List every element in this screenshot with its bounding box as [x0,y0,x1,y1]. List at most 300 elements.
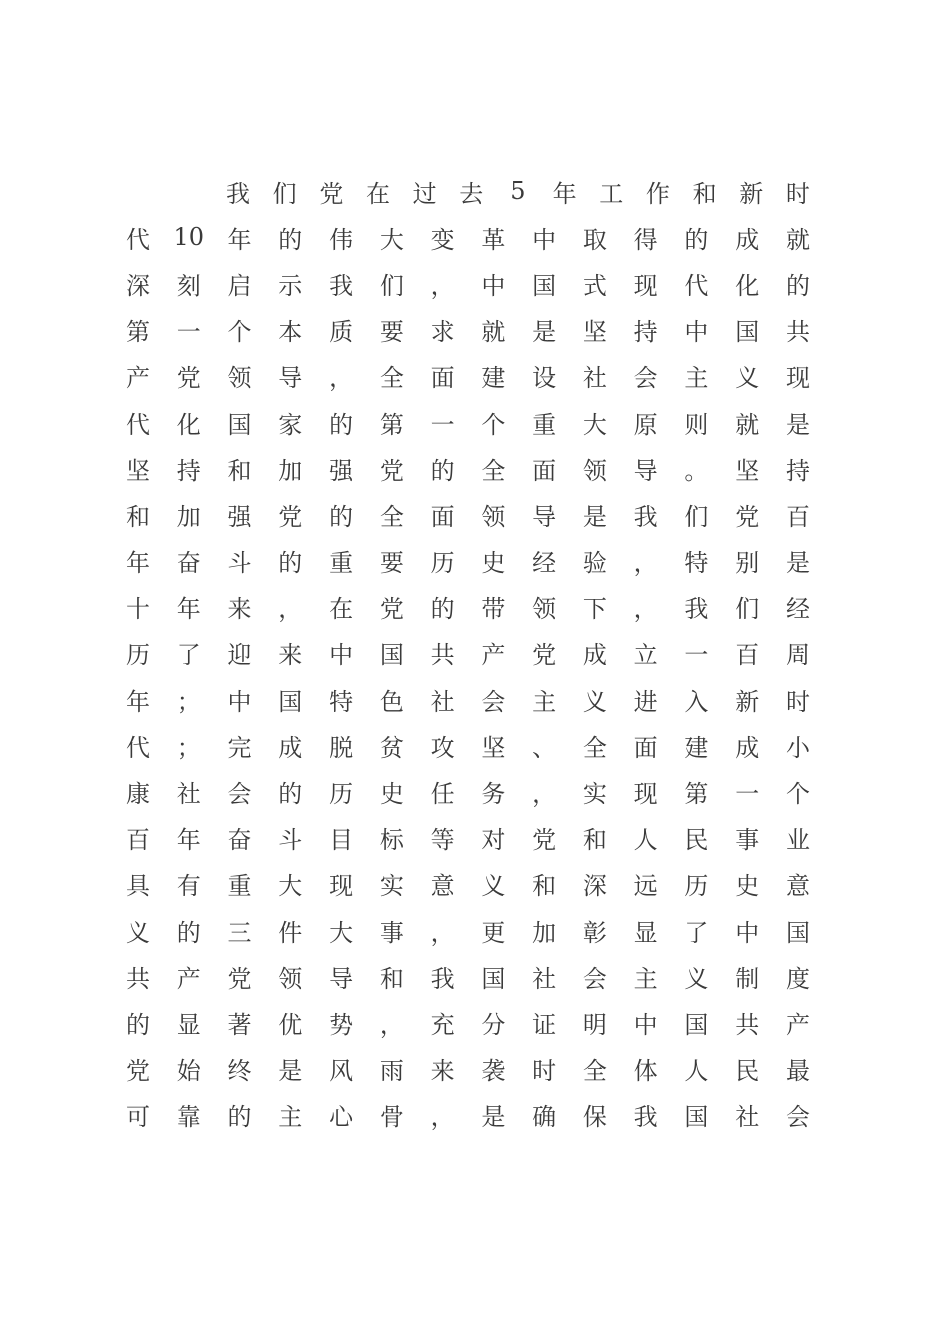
text-char: 主 [684,364,709,393]
text-char: 成 [582,641,607,670]
text-char: 的 [176,918,201,947]
text-char: 革 [481,225,506,254]
text-line [116,1046,820,1092]
text-char: 现 [633,271,658,300]
text-char: 全 [481,456,506,485]
text-char: 会 [481,687,506,716]
text-char: 历 [126,641,150,670]
text-char: 意 [785,872,810,901]
text-char: 加 [532,918,557,947]
text-char: 十 [126,595,150,624]
text-char: 坚 [735,456,760,485]
text-char: 是 [785,549,810,578]
text-char: 10 [173,223,205,252]
text-char: 时 [532,1057,557,1086]
text-char: 靠 [176,1103,201,1132]
text-char: ； [176,733,201,762]
text-char: 产 [785,1010,810,1039]
text-char: ， [329,364,354,393]
text-char: 的 [278,225,303,254]
text-char: 成 [735,225,760,254]
text-char: 面 [430,364,455,393]
body-paragraph [116,168,820,1138]
text-char: 的 [126,1010,150,1039]
text-char: 的 [329,502,354,531]
text-char: 产 [126,364,150,393]
text-char: 实 [582,780,607,809]
text-char: 业 [785,826,810,855]
text-char: 原 [633,410,658,439]
text-char: 导 [329,964,354,993]
text-char: 面 [532,456,557,485]
text-char: 是 [481,1103,506,1132]
text-char: 主 [633,964,658,993]
text-line [116,307,820,353]
text-char: 奋 [176,549,201,578]
text-char: 制 [735,964,760,993]
text-char: 等 [430,826,455,855]
text-char: 义 [735,364,760,393]
text-char: 史 [481,549,506,578]
text-char: 事 [379,918,404,947]
text-char: 党 [319,179,344,208]
text-char: 。 [684,456,709,485]
text-char: 就 [481,318,506,347]
text-char: 工 [599,179,624,208]
text-char: 们 [684,502,709,531]
text-char: 体 [633,1057,658,1086]
text-char: 家 [278,410,303,439]
text-char: 攻 [430,733,455,762]
text-char: 要 [379,549,404,578]
text-char: 全 [379,364,404,393]
text-char: 著 [227,1010,252,1039]
text-char: 社 [735,1103,760,1132]
text-char: 共 [785,318,810,347]
text-char: 我 [430,964,455,993]
text-char: 主 [278,1103,303,1132]
text-char: 全 [582,1057,607,1086]
text-char: 的 [329,410,354,439]
text-char: 百 [785,502,810,531]
text-char: 社 [176,780,201,809]
text-char: 目 [329,826,354,855]
text-char: 过 [412,179,437,208]
text-char: 领 [227,364,252,393]
text-char: 重 [329,549,354,578]
text-char: 更 [481,918,506,947]
text-char: 伟 [329,225,354,254]
text-char: 党 [379,456,404,485]
text-char: 贫 [379,733,404,762]
text-char: ， [430,1103,455,1132]
text-char: 年 [176,826,201,855]
text-line [116,676,820,722]
text-char: ， [633,595,658,624]
text-char: 示 [278,271,303,300]
text-char: ， [430,918,455,947]
text-char: 下 [582,595,607,624]
text-char: 人 [633,826,658,855]
text-char: 百 [735,641,760,670]
text-char: 刻 [176,271,201,300]
text-char: 成 [278,733,303,762]
text-char: 风 [329,1057,354,1086]
text-char: 化 [735,271,760,300]
text-char: 领 [278,964,303,993]
text-char: 心 [329,1103,354,1132]
text-char: 周 [785,641,810,670]
text-line [116,630,820,676]
text-char: 国 [278,687,303,716]
text-char: 领 [582,456,607,485]
text-char: 取 [582,225,607,254]
text-char: 会 [227,780,252,809]
text-char: 会 [785,1103,810,1132]
text-line [116,953,820,999]
text-char: 建 [684,733,709,762]
text-line [116,445,820,491]
text-char: 史 [735,872,760,901]
text-char: 启 [227,271,252,300]
text-char: 则 [684,410,709,439]
text-char: 我 [633,502,658,531]
text-char: 面 [430,502,455,531]
text-char: 深 [126,271,150,300]
text-char: 加 [176,502,201,531]
text-char: 持 [785,456,810,485]
text-char: 共 [430,641,455,670]
text-char: 坚 [582,318,607,347]
text-char: 们 [735,595,760,624]
text-char: 中 [227,687,252,716]
text-line [116,538,820,584]
text-char: 最 [785,1057,810,1086]
text-char: 国 [532,271,557,300]
text-char: 大 [379,225,404,254]
text-line [116,168,820,214]
text-char: 证 [532,1010,557,1039]
text-char: 我 [226,179,250,208]
text-char: 式 [582,271,607,300]
text-char: 现 [785,364,810,393]
text-char: 强 [329,456,354,485]
text-char: 经 [532,549,557,578]
text-char: 件 [278,918,303,947]
text-char: 第 [126,318,150,347]
text-char: 年 [126,687,150,716]
text-char: 标 [379,826,404,855]
text-char: 任 [430,780,455,809]
text-char: 历 [329,780,354,809]
text-char: 彰 [582,918,607,947]
text-char: 们 [272,179,297,208]
text-char: 和 [379,964,404,993]
text-char: 是 [785,410,810,439]
text-char: 的 [684,225,709,254]
text-char: 现 [329,872,354,901]
text-char: 大 [278,872,303,901]
text-char: 事 [735,826,760,855]
text-char: 确 [532,1103,557,1132]
text-char: 和 [532,872,557,901]
text-char: 国 [735,318,760,347]
text-char: 求 [430,318,455,347]
text-char: 义 [684,964,709,993]
text-char: 的 [278,549,303,578]
text-char: 了 [684,918,709,947]
text-char: 是 [532,318,557,347]
text-char: 现 [633,780,658,809]
text-char: 的 [430,456,455,485]
text-char: 年 [176,595,201,624]
text-char: 斗 [227,549,252,578]
text-char: 务 [481,780,506,809]
text-char: 党 [176,364,201,393]
text-char: 了 [176,641,201,670]
text-char: 化 [176,410,201,439]
text-char: 来 [430,1057,455,1086]
text-char: 义 [582,687,607,716]
text-char: 经 [785,595,810,624]
text-char: 终 [227,1057,252,1086]
text-char: 第 [379,410,404,439]
text-char: 本 [278,318,303,347]
text-char: 第 [684,780,709,809]
text-char: 国 [227,410,252,439]
text-char: 个 [227,318,252,347]
text-char: 国 [785,918,810,947]
text-char: 来 [278,641,303,670]
text-char: 完 [227,733,252,762]
text-char: 是 [582,502,607,531]
text-char: 百 [126,826,150,855]
text-char: 我 [633,1103,658,1132]
text-line [116,815,820,861]
text-char: 党 [227,964,252,993]
text-char: 立 [633,641,658,670]
text-char: 验 [582,549,607,578]
text-char: 导 [278,364,303,393]
text-char: 全 [582,733,607,762]
text-char: 国 [481,964,506,993]
text-char: 来 [227,595,252,624]
text-char: 中 [329,641,354,670]
text-char: 年 [227,225,252,254]
text-char: 产 [176,964,201,993]
text-char: 面 [633,733,658,762]
text-char: 和 [692,179,717,208]
text-char: 就 [785,225,810,254]
text-line [116,399,820,445]
text-char: 5 [510,177,526,206]
text-char: 领 [481,502,506,531]
text-char: 得 [633,225,658,254]
text-char: 党 [278,502,303,531]
text-char: 党 [532,641,557,670]
text-char: 人 [684,1057,709,1086]
text-char: 小 [785,733,810,762]
text-char: 明 [582,1010,607,1039]
text-line [116,491,820,537]
text-char: 别 [735,549,760,578]
text-char: ； [176,687,201,716]
text-char: 色 [379,687,404,716]
text-char: 远 [633,872,658,901]
text-char: 产 [481,641,506,670]
text-char: 坚 [126,456,150,485]
text-char: 脱 [329,733,354,762]
text-char: 全 [379,502,404,531]
text-char: 历 [684,872,709,901]
text-char: 在 [365,179,390,208]
text-char: 大 [329,918,354,947]
text-char: 对 [481,826,506,855]
text-char: 新 [735,687,760,716]
text-char: 导 [532,502,557,531]
text-char: 实 [379,872,404,901]
text-char: 强 [227,502,252,531]
text-char: 国 [379,641,404,670]
text-char: 显 [633,918,658,947]
text-char: 显 [176,1010,201,1039]
text-line [116,861,820,907]
text-char: 代 [684,271,709,300]
text-char: 和 [227,456,252,485]
text-char: 一 [684,641,709,670]
text-char: 党 [126,1057,150,1086]
text-char: 共 [126,964,150,993]
text-char: ， [278,595,303,624]
text-char: 的 [278,780,303,809]
text-char: 迎 [227,641,252,670]
text-char: 康 [126,780,150,809]
text-char: 变 [430,225,455,254]
text-char: 特 [684,549,709,578]
text-char: 社 [430,687,455,716]
text-char: 党 [735,502,760,531]
text-char: 意 [430,872,455,901]
text-char: 中 [481,271,506,300]
text-char: 分 [481,1010,506,1039]
text-char: 成 [735,733,760,762]
text-line [116,722,820,768]
text-char: 民 [735,1057,760,1086]
text-char: 重 [532,410,557,439]
text-char: 大 [582,410,607,439]
text-char: 历 [430,549,455,578]
text-line [116,768,820,814]
text-char: 的 [430,595,455,624]
text-char: 的 [227,1103,252,1132]
text-char: 义 [481,872,506,901]
text-char: 持 [176,456,201,485]
text-char: 共 [735,1010,760,1039]
text-char: 一 [735,780,760,809]
text-char: ， [430,271,455,300]
text-char: 作 [645,179,670,208]
text-char: 要 [379,318,404,347]
text-char: 史 [379,780,404,809]
text-char: 年 [126,549,150,578]
text-char: 民 [684,826,709,855]
text-char: 导 [633,456,658,485]
text-char: 会 [582,964,607,993]
text-char: 保 [582,1103,607,1132]
text-char: 一 [176,318,201,347]
text-char: 领 [532,595,557,624]
text-char: 优 [278,1010,303,1039]
text-char: 我 [329,271,354,300]
text-char: 一 [430,410,455,439]
text-char: 的 [785,271,810,300]
text-char: 建 [481,364,506,393]
text-char: 中 [735,918,760,947]
text-line [116,353,820,399]
text-char: 义 [126,918,150,947]
text-char: 和 [126,502,150,531]
text-line [116,999,820,1045]
text-char: 和 [582,826,607,855]
text-char: 中 [684,318,709,347]
text-char: 骨 [379,1103,404,1132]
text-char: 势 [329,1010,354,1039]
text-char: 我 [684,595,709,624]
text-char: 斗 [278,826,303,855]
text-char: 持 [633,318,658,347]
text-char: 可 [126,1103,150,1132]
text-char: 个 [481,410,506,439]
text-char: 是 [278,1057,303,1086]
text-char: 主 [532,687,557,716]
text-char: 党 [532,826,557,855]
text-char: 国 [684,1010,709,1039]
text-char: 国 [684,1103,709,1132]
text-char: 特 [329,687,354,716]
text-char: 质 [329,318,354,347]
text-char: 会 [633,364,658,393]
text-char: 在 [329,595,354,624]
text-line [116,584,820,630]
text-char: ， [532,780,557,809]
text-char: ， [633,549,658,578]
text-char: 充 [430,1010,455,1039]
text-line [116,260,820,306]
text-char: 个 [785,780,810,809]
text-char: 雨 [379,1057,404,1086]
text-char: 三 [227,918,252,947]
text-char: 重 [227,872,252,901]
text-char: 深 [582,872,607,901]
text-char: 具 [126,872,150,901]
text-char: 奋 [227,826,252,855]
text-char: 中 [633,1010,658,1039]
text-char: 入 [684,687,709,716]
text-char: 就 [735,410,760,439]
text-char: 社 [532,964,557,993]
text-line [116,214,820,260]
text-char: 代 [126,733,150,762]
text-char: 度 [785,964,810,993]
text-char: 时 [785,179,810,208]
text-char: 有 [176,872,201,901]
text-char: 时 [785,687,810,716]
text-char: 年 [552,179,577,208]
text-char: 进 [633,687,658,716]
text-char: 去 [459,179,484,208]
text-char: 坚 [481,733,506,762]
text-char: 带 [481,595,506,624]
